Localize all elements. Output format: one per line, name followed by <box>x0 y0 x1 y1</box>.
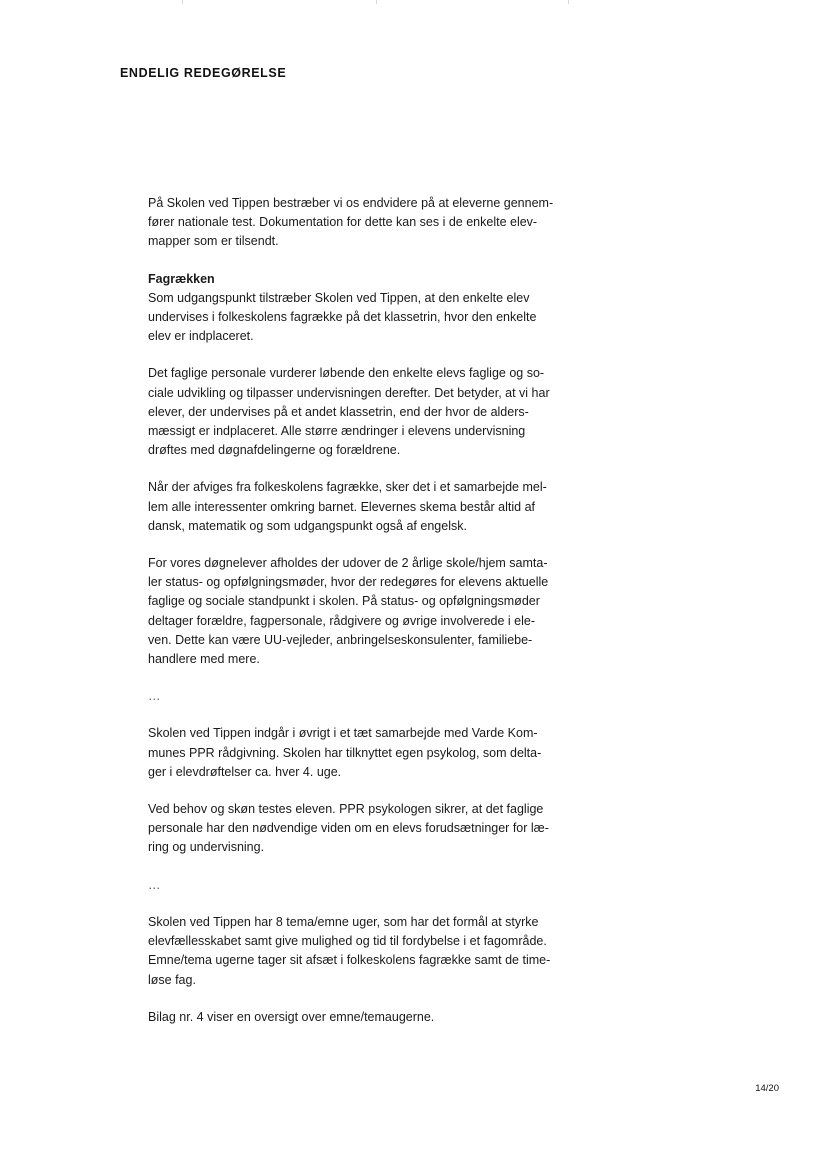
text-line: elev er indplaceret. <box>148 329 254 344</box>
text-line: mæssigt er indplaceret. Alle større ændringer i elevens undervisning <box>148 424 526 439</box>
text-line: mapper som er tilsendt. <box>148 234 279 249</box>
text-line: Som udgangspunkt tilstræber Skolen ved Tippen, at den enkelte elev <box>148 290 530 305</box>
text-line: ven. Dette kan være UU-vejleder, anbringelseskonsulenter, familiebe- <box>148 632 533 647</box>
paragraph-bilag <box>148 1008 593 1027</box>
page-number: 14/20 <box>755 1083 779 1094</box>
text-line: ciale udvikling og tilpasser undervisningen derefter. Det betyder, at vi har <box>148 385 550 400</box>
text-line: Det faglige personale vurderer løbende den enkelte elevs faglige og so- <box>148 366 545 381</box>
text-line: Skolen ved Tippen har 8 tema/emne uger, som har det formål at styrke <box>148 914 539 929</box>
paragraph-doegnelever <box>148 554 593 669</box>
document-title: ENDELIG REDEGØRELSE <box>120 66 287 80</box>
text-line: dansk, matematik og som udgangspunkt også af engelsk. <box>148 518 467 533</box>
text-line: På Skolen ved Tippen bestræber vi os endvidere på at eleverne gennem- <box>148 196 554 210</box>
paragraph-afvigelse <box>148 478 593 536</box>
text-line: ler status- og opfølgningsmøder, hvor der redegøres for elevens aktuelle <box>148 575 549 590</box>
text-line: ring og undervisning. <box>148 840 265 855</box>
page-edge-mark <box>182 0 183 4</box>
text-line: Skolen ved Tippen indgår i øvrigt i et tæt samarbejde med Varde Kom- <box>148 726 538 741</box>
text-line: Emne/tema ugerne tager sit afsæt i folkeskolens fagrække samt de time- <box>148 953 551 968</box>
omission-ellipsis: … <box>148 877 161 892</box>
paragraph-ppr-samarbejde <box>148 724 593 782</box>
text-line: undervises i folkeskolens fagrække på det klassetrin, hvor den enkelte <box>148 310 537 325</box>
page-edge-mark <box>568 0 569 4</box>
text-line: fører nationale test. Dokumentation for dette kan ses i de enkelte elev- <box>148 215 538 230</box>
text-line: elever, der undervises på et andet klassetrin, end der hvor de alders- <box>148 404 529 419</box>
page-edge-mark <box>376 0 377 4</box>
text-line: Ved behov og skøn testes eleven. PPR psykologen sikrer, at det faglige <box>148 802 544 817</box>
text-line: lem alle interessenter omkring barnet. Elevernes skema består altid af <box>148 499 535 514</box>
text-line: personale har den nødvendige viden om en elevs forudsætninger for læ- <box>148 821 549 836</box>
text-line: deltager forældre, fagpersonale, rådgivere og øvrige involverede i ele- <box>148 613 536 628</box>
document-body <box>148 194 593 1027</box>
text-line: løse fag. <box>148 972 196 987</box>
text-line: faglige og sociale standpunkt i skolen. På status- og opfølgningsmøder <box>148 594 540 609</box>
paragraph-fagraekken <box>148 270 593 347</box>
section-heading: Fagrækken <box>148 271 215 286</box>
paragraph-temauger <box>148 913 593 990</box>
paragraph-test-af-elev <box>148 800 593 858</box>
text-line: handlere med mere. <box>148 652 260 667</box>
text-line: drøftes med døgnafdelingerne og forældrene. <box>148 443 401 458</box>
text-line: munes PPR rådgivning. Skolen har tilknyttet egen psykolog, som delta- <box>148 745 542 760</box>
paragraph-national-tests <box>148 194 593 252</box>
paragraph-faglige-personale <box>148 364 593 460</box>
text-line: For vores døgnelever afholdes der udover de 2 årlige skole/hjem samta- <box>148 556 548 571</box>
text-line: Bilag nr. 4 viser en oversigt over emne/temaugerne. <box>148 1009 435 1024</box>
text-line: elevfællesskabet samt give mulighed og tid til fordybelse i et fagområde. <box>148 934 547 949</box>
text-line: Når der afviges fra folkeskolens fagrække, sker det i et samarbejde mel- <box>148 480 547 495</box>
text-line: ger i elevdrøftelser ca. hver 4. uge. <box>148 764 342 779</box>
omission-ellipsis: … <box>148 689 161 704</box>
